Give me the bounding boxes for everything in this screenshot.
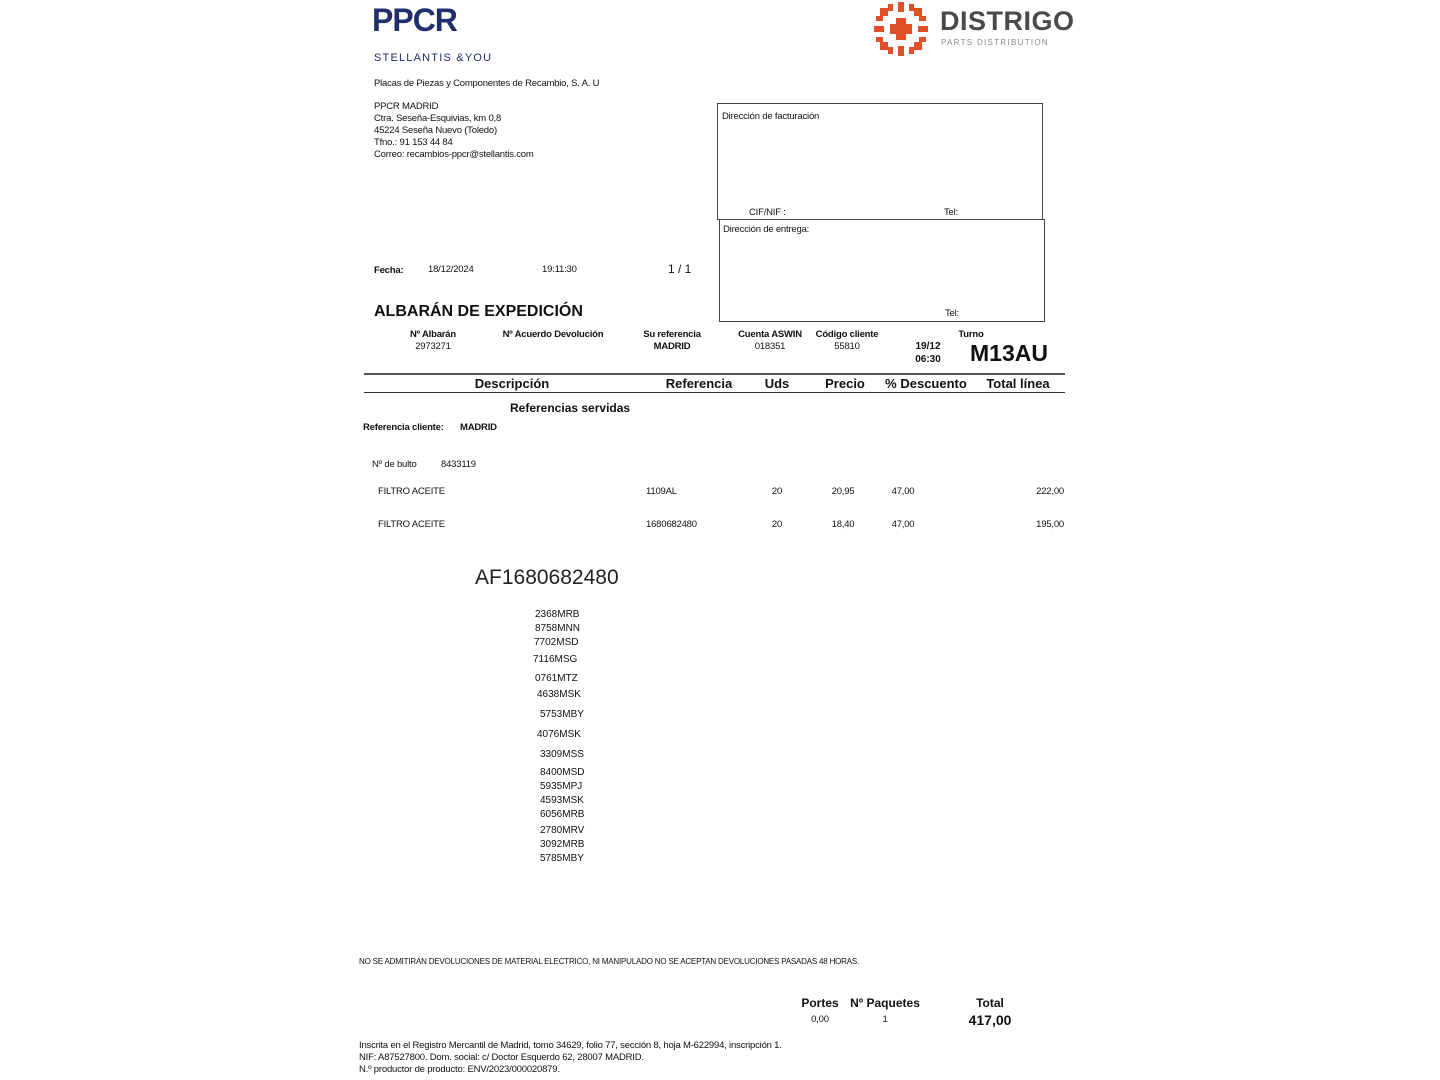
plate-item: 4593MSK bbox=[540, 795, 584, 806]
codigo-cliente-label: Código cliente bbox=[815, 329, 879, 340]
plate-item: 4638MSK bbox=[537, 689, 581, 700]
ppcr-logo: PPCR bbox=[372, 2, 457, 38]
section-title: Referencias servidas bbox=[510, 401, 631, 415]
codigo-cliente-value: 55810 bbox=[834, 341, 860, 352]
table-header-rule bbox=[364, 392, 1065, 393]
distrigo-sun-icon bbox=[872, 0, 930, 58]
company-phone: Tfno.: 91 153 44 84 bbox=[374, 137, 453, 148]
bulto-label: Nº de bulto bbox=[372, 459, 417, 470]
footer-nif: NIF: A87527800. Dom. social: c/ Doctor Esquerdo 62, 28007 MADRID. bbox=[359, 1052, 644, 1063]
cuenta-aswin-label: Cuenta ASWIN bbox=[738, 329, 802, 340]
plate-item: 8758MNN bbox=[535, 623, 581, 634]
col-header-referencia: Referencia bbox=[665, 376, 733, 391]
total-value: 417,00 bbox=[968, 1012, 1012, 1028]
col-header-descuento: % Descuento bbox=[885, 376, 967, 391]
cif-label: CIF/NIF : bbox=[749, 207, 786, 218]
company-address2: 45224 Seseña Nuevo (Toledo) bbox=[374, 125, 497, 136]
turno-label: Turno bbox=[958, 329, 984, 340]
billing-tel-label: Tel: bbox=[944, 207, 958, 218]
billing-title: Dirección de facturación bbox=[722, 111, 820, 122]
plate-item: 5785MBY bbox=[540, 853, 584, 864]
su-referencia-value: MADRID bbox=[653, 341, 691, 352]
plate-item: 5935MPJ bbox=[540, 781, 583, 792]
plate-item: 8400MSD bbox=[540, 767, 585, 778]
row-total: 195,00 bbox=[1036, 519, 1064, 530]
plate-item: 3092MRB bbox=[540, 839, 585, 850]
fecha-label: Fecha: bbox=[374, 265, 404, 276]
row-precio: 20,95 bbox=[831, 486, 855, 497]
plate-item: 6056MRB bbox=[540, 809, 585, 820]
plate-item: 0761MTZ bbox=[535, 673, 578, 684]
paquetes-label: Nº Paquetes bbox=[850, 996, 920, 1010]
col-header-total-linea: Total línea bbox=[986, 376, 1050, 391]
ref-cliente-label: Referencia cliente: bbox=[363, 422, 444, 433]
row-descuento: 47,00 bbox=[891, 486, 915, 497]
portes-label: Portes bbox=[801, 996, 839, 1010]
document-time: 19:11:30 bbox=[542, 264, 577, 275]
plate-item: 3309MSS bbox=[540, 749, 584, 760]
ref-cliente-value: MADRID bbox=[460, 422, 497, 433]
plate-item: 7116MSG bbox=[533, 654, 578, 665]
handwritten-code: AF1680682480 bbox=[475, 566, 619, 589]
cuenta-aswin-value: 018351 bbox=[754, 341, 786, 352]
delivery-title: Dirección de entrega: bbox=[723, 224, 810, 235]
page-number: 1 / 1 bbox=[668, 262, 692, 276]
albaran-label: Nº Albarán bbox=[410, 329, 456, 340]
total-label: Total bbox=[976, 996, 1004, 1010]
col-header-descripcion: Descripción bbox=[474, 376, 550, 391]
document-title: ALBARÁN DE EXPEDICIÓN bbox=[374, 303, 583, 320]
delivery-address-box bbox=[719, 219, 1045, 322]
turno-time: 06:30 bbox=[915, 354, 941, 365]
su-referencia-label: Su referencia bbox=[643, 329, 701, 340]
ppcr-tagline: STELLANTIS &YOU bbox=[374, 52, 493, 64]
footer-registry: Inscrita en el Registro Mercantil de Madrid, tomo 34629, folio 77, sección 8, hoja M-622994, inscripción 1. bbox=[359, 1040, 782, 1051]
plate-item: 5753MBY bbox=[540, 709, 584, 720]
plate-item: 2780MRV bbox=[540, 825, 585, 836]
row-uds: 20 bbox=[771, 486, 783, 497]
col-header-uds: Uds bbox=[764, 376, 790, 391]
table-top-rule bbox=[364, 373, 1065, 375]
plate-item: 2368MRB bbox=[535, 609, 580, 620]
row-reference: 1109AL bbox=[646, 486, 677, 497]
company-email: Correo: recambios-ppcr@stellantis.com bbox=[374, 149, 534, 160]
document-date: 18/12/2024 bbox=[428, 264, 474, 275]
delivery-tel-label: Tel: bbox=[945, 308, 959, 319]
row-precio: 18,40 bbox=[831, 519, 855, 530]
bulto-value: 8433119 bbox=[441, 459, 476, 470]
row-description: FILTRO ACEITE bbox=[378, 486, 445, 497]
acuerdo-label: Nº Acuerdo Devolución bbox=[502, 329, 604, 340]
company-branch: PPCR MADRID bbox=[374, 101, 439, 112]
billing-address-box bbox=[717, 103, 1043, 220]
row-description: FILTRO ACEITE bbox=[378, 519, 445, 530]
distrigo-tagline: PARTS DISTRIBUTION bbox=[941, 38, 1050, 47]
plate-item: 4076MSK bbox=[537, 729, 581, 740]
plate-item: 7702MSD bbox=[534, 637, 579, 648]
col-header-precio: Precio bbox=[825, 376, 865, 391]
distrigo-logo: DISTRIGO bbox=[940, 6, 1075, 36]
portes-value: 0,00 bbox=[811, 1014, 829, 1025]
paquetes-value: 1 bbox=[882, 1014, 888, 1025]
row-reference: 1680682480 bbox=[646, 519, 697, 530]
turno-code: M13AU bbox=[970, 340, 1048, 366]
footer-producer: N.º productor de producto: ENV/2023/000020879. bbox=[359, 1064, 560, 1075]
returns-notice: NO SE ADMITIRAN DEVOLUCIONES DE MATERIAL ELECTRICO, NI MANIPULADO NO SE ACEPTAN DEVOLUCIONES PASADAS 48 HORAS. bbox=[359, 957, 860, 966]
albaran-value: 2973271 bbox=[415, 341, 451, 352]
row-total: 222,00 bbox=[1036, 486, 1064, 497]
row-uds: 20 bbox=[771, 519, 783, 530]
row-descuento: 47,00 bbox=[891, 519, 915, 530]
company-legal-name: Placas de Piezas y Componentes de Recambio, S. A. U bbox=[374, 78, 600, 89]
turno-date: 19/12 bbox=[915, 341, 941, 352]
company-address1: Ctra. Seseña-Esquivias, km 0,8 bbox=[374, 113, 502, 124]
